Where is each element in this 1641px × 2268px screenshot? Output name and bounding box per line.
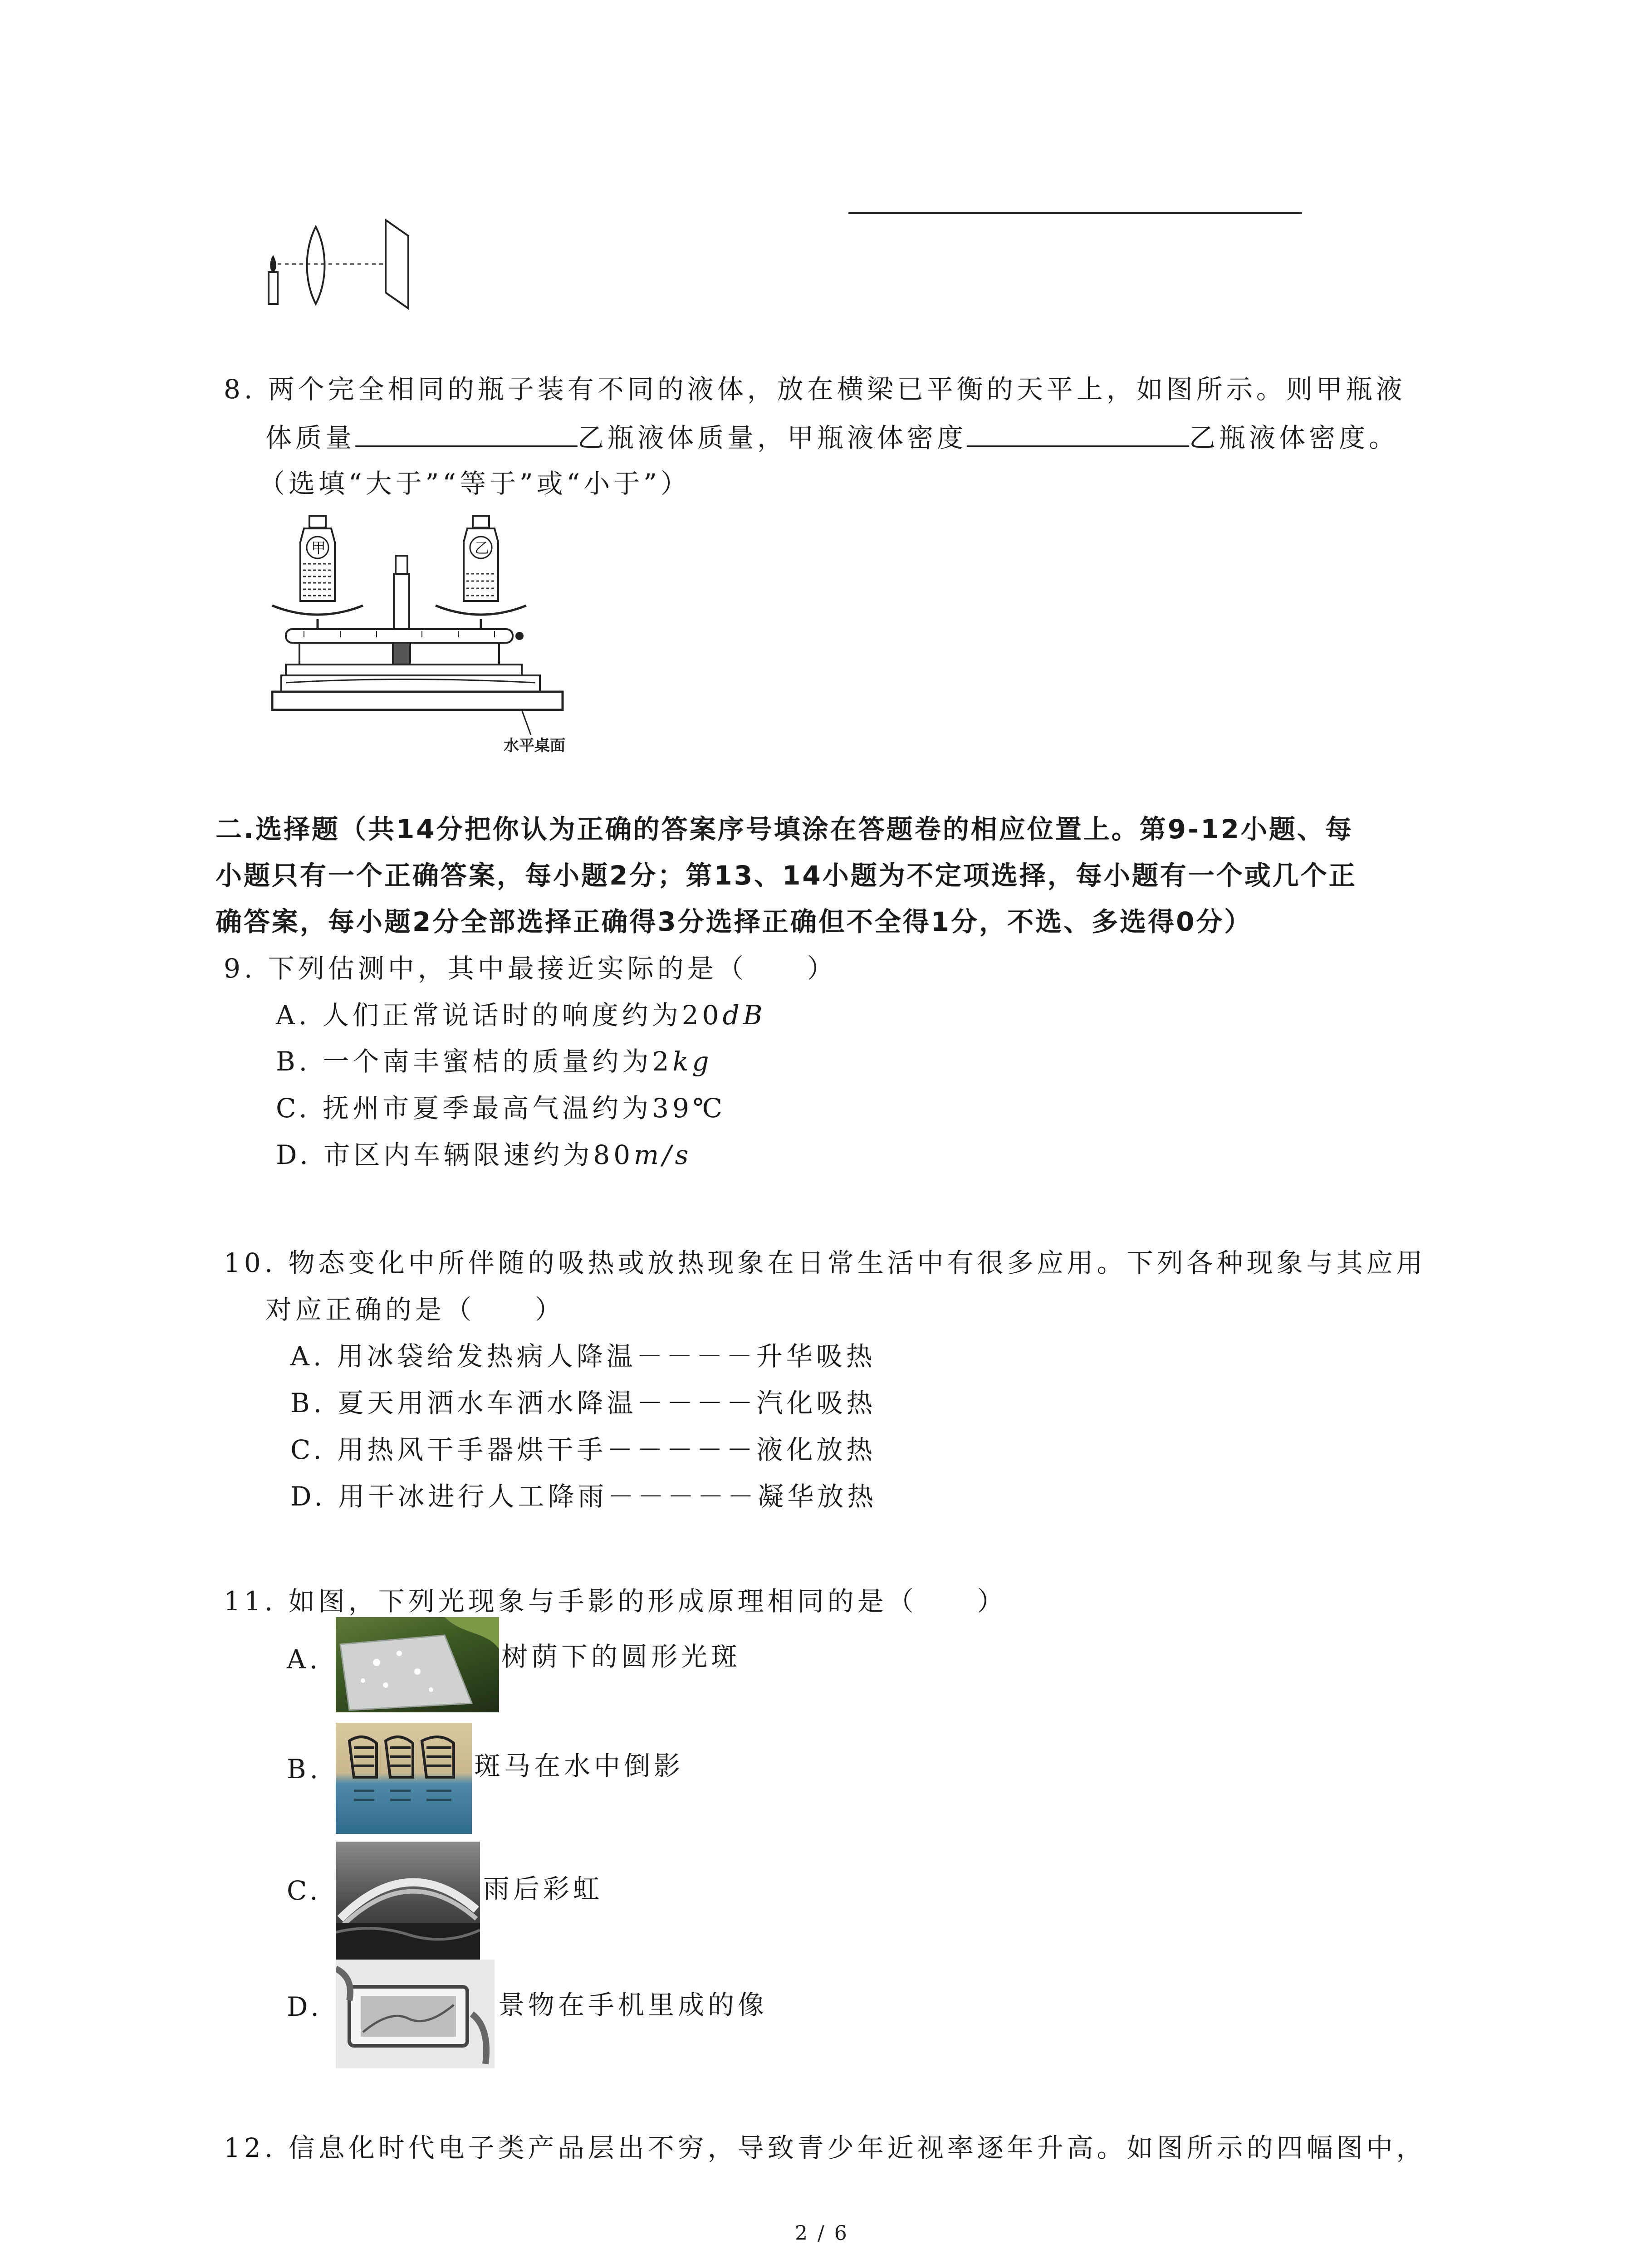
q9-stem: 9. 下列估测中，其中最接近实际的是（ ） bbox=[224, 953, 837, 984]
option-text: 用干冰进行人工降雨－－－－－凝华放热 bbox=[338, 1481, 877, 1512]
section2-line3: 确答案，每小题2分全部选择正确得3分选择正确但不全得1分，不选、多选得0分） bbox=[216, 906, 1253, 937]
phone-camera-image bbox=[336, 1960, 495, 2068]
q8-line2-c: 乙瓶液体密度。 bbox=[1189, 422, 1399, 453]
option-text: 用冰袋给发热病人降温－－－－升华吸热 bbox=[337, 1341, 876, 1372]
pan-right bbox=[436, 606, 526, 615]
balance-beam bbox=[286, 629, 513, 643]
q11-option-b-label[interactable]: B. bbox=[287, 1754, 322, 1784]
q11-option-a-label[interactable]: A. bbox=[287, 1644, 322, 1675]
option-unit: dB bbox=[722, 1000, 766, 1031]
q10-line2: 对应正确的是（ ） bbox=[265, 1294, 565, 1325]
q10-option-a[interactable] bbox=[290, 1338, 876, 1374]
q10-option-b[interactable] bbox=[290, 1385, 877, 1421]
q8-line2-b: 乙瓶液体质量，甲瓶液体密度 bbox=[578, 422, 967, 453]
q9-option-b[interactable] bbox=[276, 1043, 713, 1080]
q11-option-d-text: 景物在手机里成的像 bbox=[498, 1989, 768, 2020]
q9-option-c[interactable] bbox=[276, 1090, 726, 1126]
bottle-yi-label: 乙 bbox=[475, 539, 490, 557]
option-label: D. bbox=[276, 1139, 312, 1170]
option-label: A. bbox=[290, 1341, 325, 1372]
q9-option-a[interactable] bbox=[276, 997, 766, 1033]
q11-option-c-text: 雨后彩虹 bbox=[483, 1873, 603, 1904]
q11-option-c-label[interactable]: C. bbox=[287, 1875, 322, 1906]
option-text: 用热风干手器烘干手－－－－－液化放热 bbox=[337, 1434, 877, 1465]
option-text: 市区内车辆限速约为80 bbox=[323, 1139, 634, 1170]
section2-line1: 二.选择题（共14分把你认为正确的答案序号填涂在答题卷的相应位置上。第9-12小题、每 bbox=[216, 814, 1353, 845]
q8-line2-a: 体质量 bbox=[265, 422, 356, 453]
q11-option-b-text: 斑马在水中倒影 bbox=[474, 1750, 684, 1781]
option-unit: m/s bbox=[634, 1139, 692, 1170]
lens-icon bbox=[307, 227, 325, 304]
q10-line1: 10. 物态变化中所伴随的吸热或放热现象在日常生活中有很多应用。下列各种现象与其应用 bbox=[224, 1247, 1426, 1278]
option-text: 抚州市夏季最高气温约为39℃ bbox=[323, 1093, 726, 1124]
q10-option-c[interactable] bbox=[290, 1432, 876, 1468]
q9-option-d[interactable] bbox=[276, 1137, 692, 1173]
rainbow-image bbox=[336, 1842, 480, 1960]
bottle-yi-icon bbox=[464, 516, 498, 601]
pan-left bbox=[272, 606, 363, 615]
q11-stem: 11. 如图，下列光现象与手影的形成原理相同的是（ ） bbox=[224, 1586, 1007, 1617]
q8-blank-1[interactable] bbox=[355, 418, 578, 447]
candle-icon bbox=[269, 255, 278, 304]
table-caption: 水平桌面 bbox=[504, 737, 565, 755]
screen-icon bbox=[386, 220, 408, 308]
table-surface bbox=[272, 692, 563, 710]
q10-option-d[interactable] bbox=[290, 1478, 877, 1515]
bottle-jia-label: 甲 bbox=[311, 539, 326, 557]
balance-figure bbox=[268, 510, 576, 764]
option-label: B. bbox=[290, 1388, 326, 1418]
q12-line1: 12. 信息化时代电子类产品层出不穷，导致青少年近视率逐年升高。如图所示的四幅图中， bbox=[224, 2132, 1426, 2163]
page-number: 2 / 6 bbox=[795, 2222, 849, 2245]
zebra-reflection-image bbox=[336, 1723, 472, 1834]
tree-shade-light-spots-image bbox=[336, 1617, 499, 1712]
q11-option-d-label[interactable]: D. bbox=[287, 1991, 323, 2022]
option-unit: kg bbox=[672, 1046, 713, 1077]
q8-line3: （选填“大于”“等于”或“小于”） bbox=[259, 468, 691, 499]
option-label: B. bbox=[276, 1046, 311, 1077]
q11-option-a-text: 树荫下的圆形光斑 bbox=[501, 1641, 741, 1672]
section2-line2: 小题只有一个正确答案，每小题2分；第13、14小题为不定项选择，每小题有一个或几个正 bbox=[216, 860, 1357, 891]
option-text: 一个南丰蜜桔的质量约为2 bbox=[323, 1046, 673, 1077]
option-text: 人们正常说话时的响度约为20 bbox=[322, 1000, 723, 1031]
option-label: C. bbox=[290, 1434, 325, 1465]
optics-bench-figure bbox=[259, 213, 422, 318]
option-label: D. bbox=[290, 1481, 326, 1512]
answer-blank-prev bbox=[848, 212, 1302, 214]
option-text: 夏天用洒水车洒水降温－－－－汽化吸热 bbox=[337, 1388, 877, 1418]
q8-blank-2[interactable] bbox=[967, 418, 1189, 447]
option-label: C. bbox=[276, 1093, 311, 1124]
q8-line2 bbox=[265, 418, 1399, 456]
option-label: A. bbox=[276, 1000, 311, 1031]
q8-line1: 8. 两个完全相同的瓶子装有不同的液体，放在横梁已平衡的天平上，如图所示。则甲瓶液 bbox=[224, 374, 1406, 405]
bottle-jia-icon bbox=[300, 516, 335, 601]
